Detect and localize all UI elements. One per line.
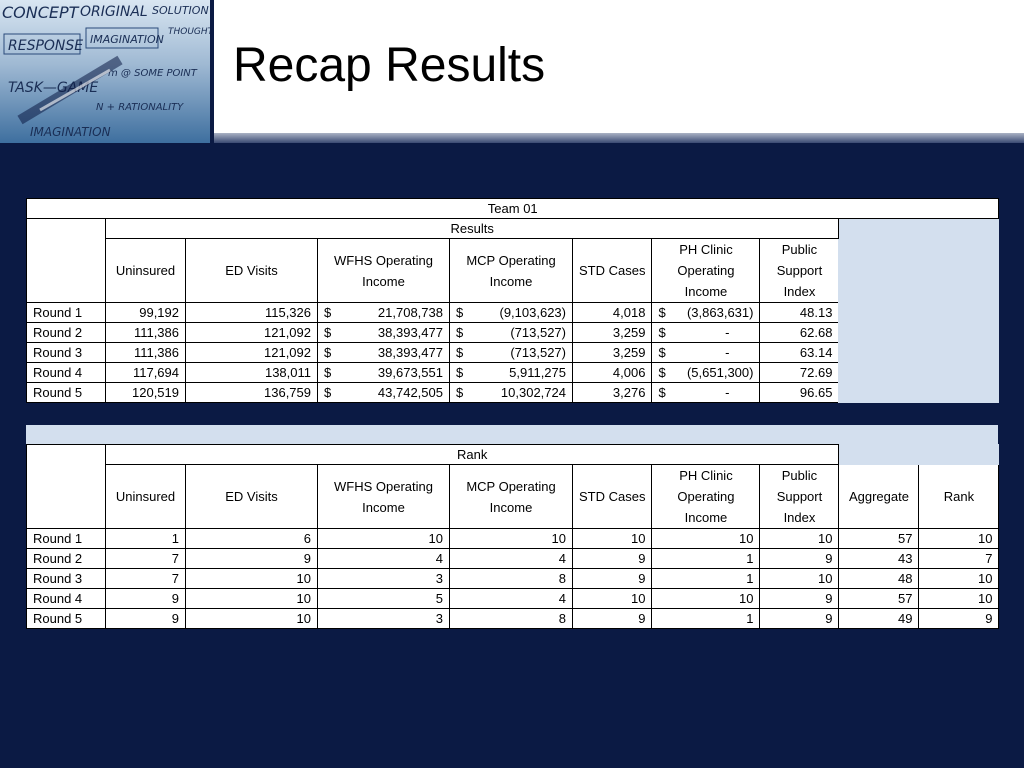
wfhs-value bbox=[318, 343, 450, 363]
round-label: Round 4 bbox=[27, 363, 106, 383]
round-label: Round 1 bbox=[27, 529, 106, 549]
currency-symbol: $ bbox=[456, 345, 464, 360]
std-value: 3,259 bbox=[573, 323, 652, 343]
std-value: 4,006 bbox=[573, 363, 652, 383]
col-header-ed-visits: ED Visits bbox=[186, 239, 318, 303]
psi-value: 48.13 bbox=[760, 303, 839, 323]
ed-visits-value: 121,092 bbox=[186, 343, 318, 363]
overall-rank-cell: 10 bbox=[919, 569, 999, 589]
std-value: 3,259 bbox=[573, 343, 652, 363]
mcp-value bbox=[450, 323, 573, 343]
overall-rank-cell: 10 bbox=[919, 589, 999, 609]
table-spacer bbox=[26, 425, 998, 444]
col-header-uninsured: Uninsured bbox=[106, 465, 186, 529]
std-value: 4,018 bbox=[573, 303, 652, 323]
round-label: Round 5 bbox=[27, 383, 106, 403]
ed-visits-value: 136,759 bbox=[186, 383, 318, 403]
rank-cell: 9 bbox=[760, 609, 839, 629]
mcp-value bbox=[450, 383, 573, 403]
rank-cell: 9 bbox=[106, 609, 186, 629]
col-header-ed-visits: ED Visits bbox=[186, 465, 318, 529]
svg-text:ORIGINAL: ORIGINAL bbox=[80, 4, 148, 20]
rank-cell: 9 bbox=[573, 549, 652, 569]
rank-cell: 1 bbox=[652, 549, 760, 569]
round-label: Round 2 bbox=[27, 323, 106, 343]
overall-rank-cell: 7 bbox=[919, 549, 999, 569]
col-header-std-cases: STD Cases bbox=[573, 465, 652, 529]
amount: (5,651,300) bbox=[686, 365, 754, 380]
aggregate-cell: 57 bbox=[839, 589, 919, 609]
rank-cell: 10 bbox=[318, 529, 450, 549]
round-label: Round 3 bbox=[27, 569, 106, 589]
rank-cell: 4 bbox=[450, 549, 573, 569]
rank-cell: 10 bbox=[760, 569, 839, 589]
wfhs-value bbox=[318, 323, 450, 343]
wfhs-value bbox=[318, 303, 450, 323]
amount: 10,302,724 bbox=[500, 385, 566, 400]
col-header-wfhs: WFHS Operating Income bbox=[318, 465, 450, 529]
col-header-uninsured: Uninsured bbox=[106, 239, 186, 303]
amount: - bbox=[725, 345, 730, 360]
rank-cell: 10 bbox=[186, 589, 318, 609]
rank-cell: 1 bbox=[652, 569, 760, 589]
amount: (713,527) bbox=[510, 345, 566, 360]
overall-rank-cell: 9 bbox=[919, 609, 999, 629]
uninsured-value: 99,192 bbox=[106, 303, 186, 323]
rank-cell: 3 bbox=[318, 609, 450, 629]
rank-title: Rank bbox=[106, 445, 839, 465]
currency-symbol: $ bbox=[658, 305, 666, 320]
aggregate-cell: 48 bbox=[839, 569, 919, 589]
blank-corner bbox=[27, 445, 106, 529]
amount: 39,673,551 bbox=[377, 365, 443, 380]
col-header-mcp: MCP Operating Income bbox=[450, 465, 573, 529]
amount: (713,527) bbox=[510, 325, 566, 340]
mcp-value bbox=[450, 363, 573, 383]
rank-row bbox=[27, 569, 999, 589]
col-header-ph-clinic: PH Clinic Operating Income bbox=[652, 239, 760, 303]
rank-cell: 1 bbox=[652, 609, 760, 629]
currency-symbol: $ bbox=[456, 365, 464, 380]
currency-symbol: $ bbox=[658, 325, 666, 340]
wfhs-value bbox=[318, 363, 450, 383]
ed-visits-value: 138,011 bbox=[186, 363, 318, 383]
currency-symbol: $ bbox=[324, 305, 332, 320]
currency-symbol: $ bbox=[456, 325, 464, 340]
rank-cell: 9 bbox=[106, 589, 186, 609]
results-table bbox=[26, 198, 999, 403]
currency-symbol: $ bbox=[456, 305, 464, 320]
aggregate-cell: 49 bbox=[839, 609, 919, 629]
amount: 21,708,738 bbox=[377, 305, 443, 320]
mcp-value bbox=[450, 303, 573, 323]
uninsured-value: 111,386 bbox=[106, 343, 186, 363]
round-label: Round 3 bbox=[27, 343, 106, 363]
psi-value: 63.14 bbox=[760, 343, 839, 363]
rank-cell: 5 bbox=[318, 589, 450, 609]
rank-cell: 4 bbox=[318, 549, 450, 569]
col-header-std-cases: STD Cases bbox=[573, 239, 652, 303]
ph-value bbox=[652, 383, 760, 403]
svg-text:IMAGINATION: IMAGINATION bbox=[90, 33, 164, 46]
currency-symbol: $ bbox=[324, 365, 332, 380]
rank-cell: 10 bbox=[186, 609, 318, 629]
side-filler bbox=[839, 445, 999, 465]
rank-cell: 9 bbox=[760, 589, 839, 609]
amount: (3,863,631) bbox=[686, 305, 754, 320]
psi-value: 62.68 bbox=[760, 323, 839, 343]
uninsured-value: 111,386 bbox=[106, 323, 186, 343]
uninsured-value: 117,694 bbox=[106, 363, 186, 383]
ph-value bbox=[652, 363, 760, 383]
team-row bbox=[27, 199, 999, 219]
rank-cell: 7 bbox=[106, 569, 186, 589]
svg-text:IMAGINATION: IMAGINATION bbox=[30, 125, 111, 139]
uninsured-value: 120,519 bbox=[106, 383, 186, 403]
col-header-mcp: MCP Operating Income bbox=[450, 239, 573, 303]
col-header-ph-clinic: PH Clinic Operating Income bbox=[652, 465, 760, 529]
rank-cell: 7 bbox=[106, 549, 186, 569]
blank-corner bbox=[27, 219, 106, 303]
currency-symbol: $ bbox=[456, 385, 464, 400]
rank-table bbox=[26, 444, 999, 629]
col-header-rank: Rank bbox=[919, 465, 999, 529]
wfhs-value bbox=[318, 383, 450, 403]
rank-cell: 10 bbox=[450, 529, 573, 549]
amount: (9,103,623) bbox=[499, 305, 566, 320]
psi-value: 96.65 bbox=[760, 383, 839, 403]
ed-visits-value: 115,326 bbox=[186, 303, 318, 323]
rank-title-row bbox=[27, 445, 999, 465]
svg-text:m @ SOME POINT: m @ SOME POINT bbox=[108, 68, 197, 79]
rank-row bbox=[27, 549, 999, 569]
amount: 5,911,275 bbox=[509, 365, 566, 380]
rank-cell: 10 bbox=[652, 589, 760, 609]
mcp-value bbox=[450, 343, 573, 363]
amount: 38,393,477 bbox=[377, 345, 443, 360]
rank-header-row bbox=[27, 465, 999, 529]
rank-cell: 4 bbox=[450, 589, 573, 609]
svg-text:CONCEPT: CONCEPT bbox=[2, 3, 79, 22]
side-filler bbox=[839, 219, 999, 403]
rank-row bbox=[27, 609, 999, 629]
ph-value bbox=[652, 323, 760, 343]
amount: - bbox=[725, 325, 730, 340]
rank-cell: 9 bbox=[573, 609, 652, 629]
currency-symbol: $ bbox=[658, 365, 666, 380]
col-header-wfhs: WFHS Operating Income bbox=[318, 239, 450, 303]
svg-text:N + RATIONALITY: N + RATIONALITY bbox=[96, 102, 184, 113]
rank-cell: 9 bbox=[573, 569, 652, 589]
rank-row bbox=[27, 529, 999, 549]
team-label: Team 01 bbox=[27, 199, 999, 219]
rank-cell: 9 bbox=[186, 549, 318, 569]
svg-text:RESPONSE: RESPONSE bbox=[8, 38, 84, 54]
rank-cell: 9 bbox=[760, 549, 839, 569]
rank-cell: 10 bbox=[573, 529, 652, 549]
rank-cell: 10 bbox=[186, 569, 318, 589]
rank-cell: 8 bbox=[450, 609, 573, 629]
results-title: Results bbox=[106, 219, 839, 239]
rank-cell: 3 bbox=[318, 569, 450, 589]
amount: - bbox=[725, 385, 730, 400]
ed-visits-value: 121,092 bbox=[186, 323, 318, 343]
rank-cell: 6 bbox=[186, 529, 318, 549]
currency-symbol: $ bbox=[324, 385, 332, 400]
concept-handwriting-logo bbox=[0, 0, 214, 143]
svg-text:TASK—GAME: TASK—GAME bbox=[8, 80, 99, 96]
currency-symbol: $ bbox=[324, 345, 332, 360]
round-label: Round 1 bbox=[27, 303, 106, 323]
col-header-aggregate: Aggregate bbox=[839, 465, 919, 529]
col-header-public-support: Public Support Index bbox=[760, 465, 839, 529]
psi-value: 72.69 bbox=[760, 363, 839, 383]
rank-row bbox=[27, 589, 999, 609]
rank-cell: 8 bbox=[450, 569, 573, 589]
aggregate-cell: 57 bbox=[839, 529, 919, 549]
results-title-row bbox=[27, 219, 999, 239]
amount: 38,393,477 bbox=[377, 325, 443, 340]
ph-value bbox=[652, 303, 760, 323]
rank-cell: 10 bbox=[760, 529, 839, 549]
rank-cell: 10 bbox=[573, 589, 652, 609]
currency-symbol: $ bbox=[658, 345, 666, 360]
std-value: 3,276 bbox=[573, 383, 652, 403]
rank-cell: 10 bbox=[652, 529, 760, 549]
svg-text:SOLUTION: SOLUTION bbox=[152, 4, 209, 17]
round-label: Round 5 bbox=[27, 609, 106, 629]
aggregate-cell: 43 bbox=[839, 549, 919, 569]
currency-symbol: $ bbox=[324, 325, 332, 340]
overall-rank-cell: 10 bbox=[919, 529, 999, 549]
logo-image bbox=[0, 0, 214, 143]
svg-text:THOUGHT: THOUGHT bbox=[168, 27, 214, 37]
amount: 43,742,505 bbox=[377, 385, 443, 400]
col-header-public-support: Public Support Index bbox=[760, 239, 839, 303]
round-label: Round 4 bbox=[27, 589, 106, 609]
slide-title: Recap Results bbox=[233, 39, 546, 92]
rank-cell: 1 bbox=[106, 529, 186, 549]
currency-symbol: $ bbox=[658, 385, 666, 400]
round-label: Round 2 bbox=[27, 549, 106, 569]
ph-value bbox=[652, 343, 760, 363]
